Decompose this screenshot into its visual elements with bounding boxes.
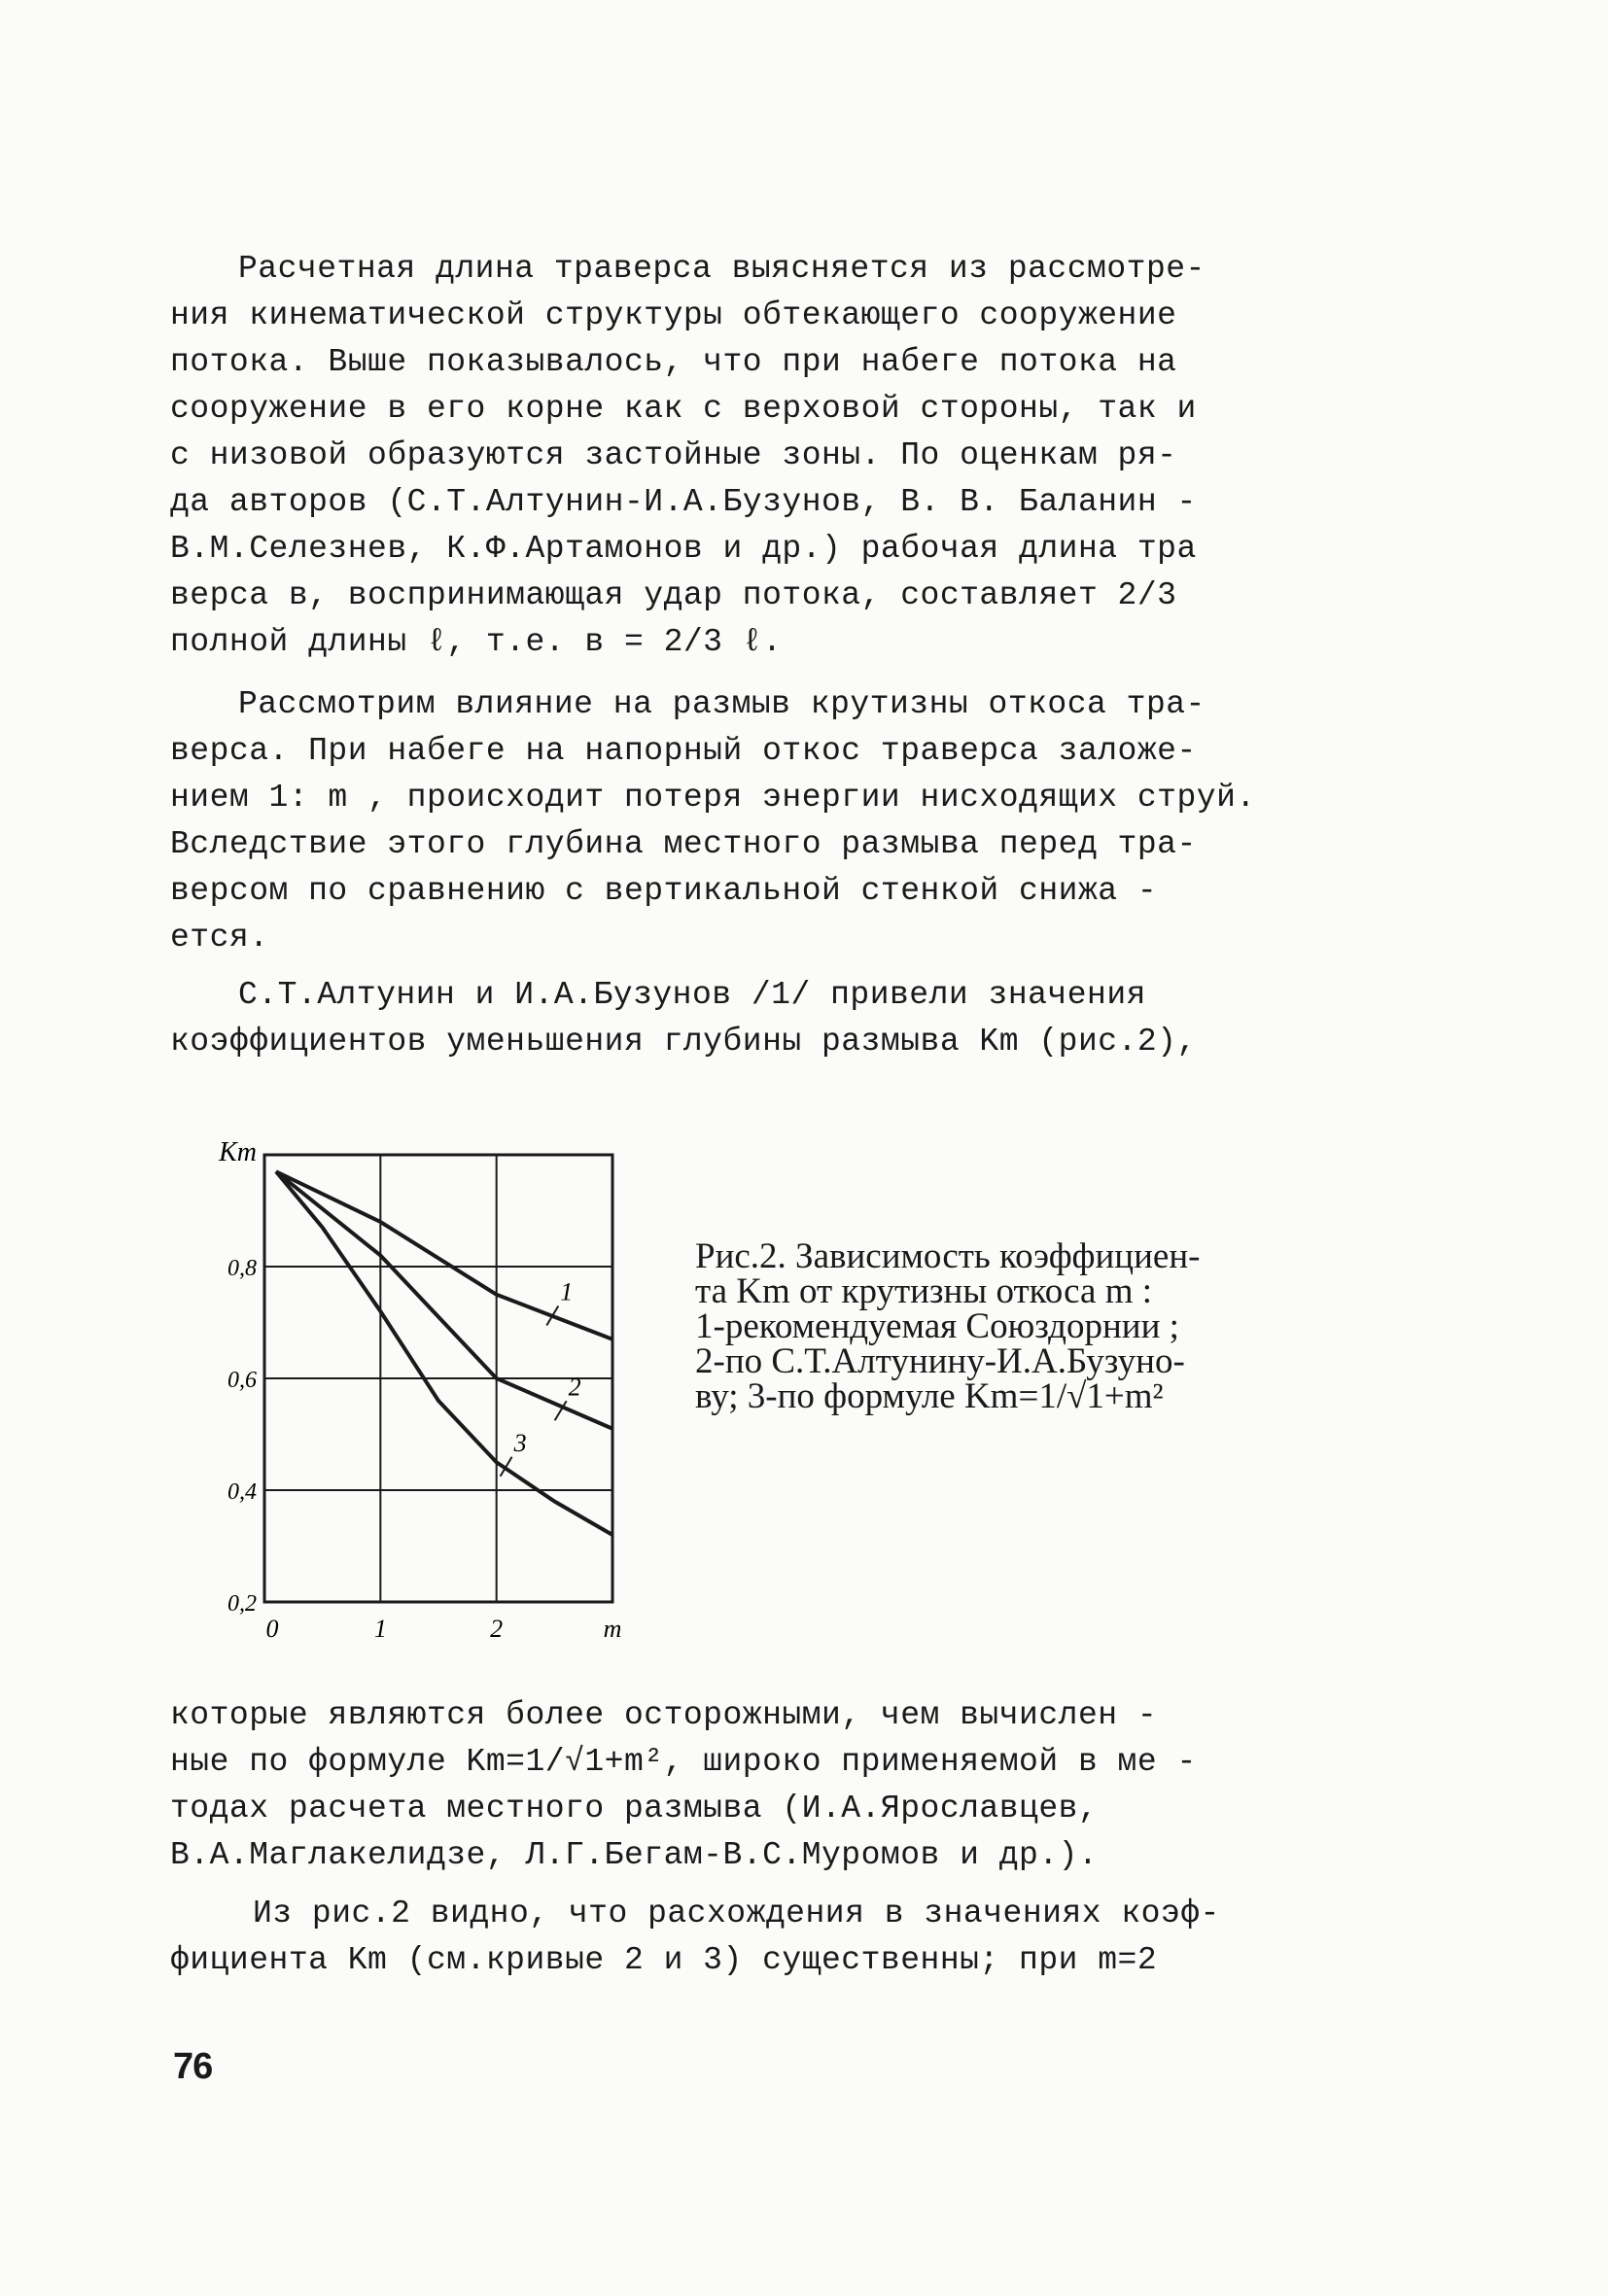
text-line: тодах расчета местного размыва (И.А.Ярославцев, xyxy=(170,1791,1099,1826)
text-line: Из рис.2 видно, что расхождения в значениях коэф- xyxy=(253,1896,1220,1931)
x-tick-label: 1 xyxy=(373,1615,387,1643)
text-line: полной длины ℓ, т.е. в = 2/3 ℓ. xyxy=(170,624,783,660)
series-label: 2 xyxy=(568,1373,581,1402)
caption-line: 1-рекомендуемая Союздорнии ; xyxy=(695,1306,1179,1346)
x-tick-label: 0 xyxy=(265,1615,279,1643)
text-line: В.М.Селезнев, К.Ф.Артамонов и др.) рабочая длина тра xyxy=(170,531,1197,567)
text-line: Расчетная длина траверса выясняется из рассмотре- xyxy=(238,251,1206,287)
text-line: верса. При набеге на напорный откос траверса заложе- xyxy=(170,733,1197,769)
text-line: ния кинематической структуры обтекающего сооружение xyxy=(170,297,1177,333)
text-line: потока. Выше показывалось, что при набеге потока на xyxy=(170,344,1177,380)
text-line: сооружение в его корне как с верховой стороны, так и xyxy=(170,391,1197,427)
text-line: С.Т.Алтунин и И.А.Бузунов /1/ привели значения xyxy=(238,977,1146,1013)
caption-line: Рис.2. Зависимость коэффициен- xyxy=(695,1236,1201,1276)
y-axis-label: Km xyxy=(219,1137,257,1167)
text-line: Рассмотрим влияние на размыв крутизны откоса тра- xyxy=(238,686,1206,722)
text-line: нием 1: m , происходит потеря энергии нисходящих струй. xyxy=(170,780,1256,816)
y-tick-label: 0,6 xyxy=(227,1368,257,1393)
text-line: с низовой образуются застойные зоны. По оценкам ря- xyxy=(170,437,1177,473)
text-line: верса в, воспринимающая удар потока, составляет 2/3 xyxy=(170,577,1177,613)
text-line: В.А.Маглакелидзе, Л.Г.Бегам-В.С.Муромов и др.). xyxy=(170,1837,1099,1873)
figure-caption xyxy=(695,1236,1415,1416)
series-label: 3 xyxy=(513,1428,527,1457)
text-line: ные по формуле Km=1/√1+m², широко применяемой в ме - xyxy=(170,1744,1197,1780)
y-tick-label: 0,8 xyxy=(227,1256,257,1281)
y-tick-label: 0,2 xyxy=(227,1591,257,1617)
y-tick-label: 0,4 xyxy=(227,1479,257,1505)
text-line: которые являются более осторожными, чем вычислен - xyxy=(170,1697,1158,1733)
text-line: ется. xyxy=(170,920,269,956)
series-line-1 xyxy=(276,1171,612,1339)
series-line-3 xyxy=(276,1171,612,1535)
x-tick-label: m xyxy=(603,1615,622,1643)
text-line: Вследствие этого глубина местного размыва перед тра- xyxy=(170,826,1197,862)
figure-2-chart xyxy=(194,1128,642,1652)
text-line: да авторов (С.Т.Алтунин-И.А.Бузунов, В. В. Баланин - xyxy=(170,484,1197,520)
x-tick-label: 2 xyxy=(490,1615,504,1643)
caption-line: та Km от крутизны откоса m : xyxy=(695,1271,1153,1311)
text-line: фициента Km (см.кривые 2 и 3) существенны; при m=2 xyxy=(170,1942,1158,1978)
page-number: 76 xyxy=(173,2046,213,2087)
text-line: коэффициентов уменьшения глубины размыва Km (рис.2), xyxy=(170,1024,1197,1060)
text-line: версом по сравнению с вертикальной стенкой снижа - xyxy=(170,873,1158,909)
caption-line: ву; 3-по формуле Km=1/√1+m² xyxy=(695,1376,1164,1416)
caption-line: 2-по С.Т.Алтунину-И.А.Бузуно- xyxy=(695,1341,1185,1381)
series-label: 1 xyxy=(560,1277,574,1306)
